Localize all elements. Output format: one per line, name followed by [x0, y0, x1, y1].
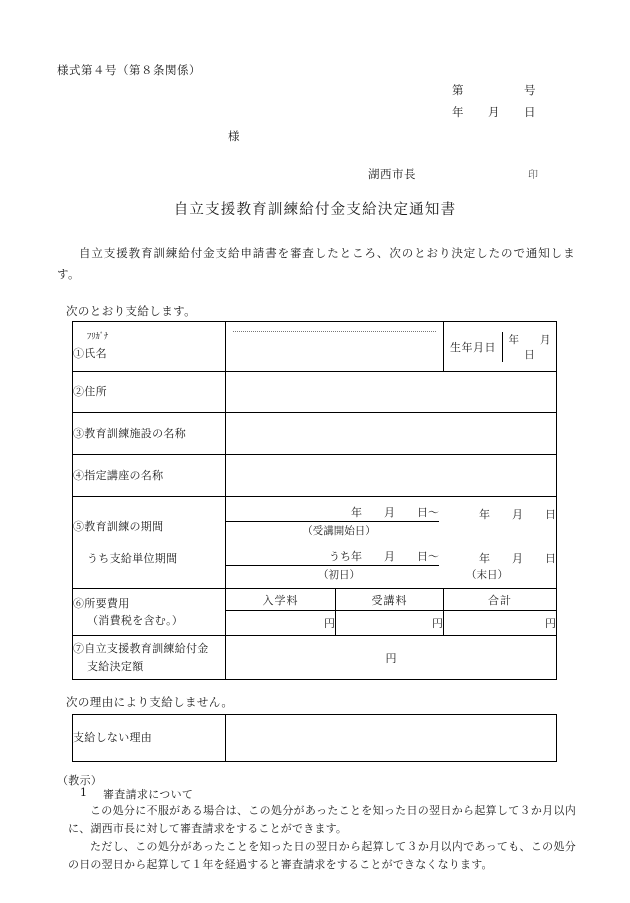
- course-label: ④指定講座の名称: [73, 455, 226, 497]
- course-value[interactable]: [226, 455, 557, 497]
- table-row-address: [73, 372, 557, 413]
- cost-col-admission-header: 入学料: [226, 589, 336, 611]
- decided-amount-sub-label: 支給決定額: [87, 659, 144, 673]
- reason-label: 支給しない理由: [73, 715, 226, 762]
- unit-start-note: （初日）: [318, 569, 360, 581]
- table-row-period: [73, 497, 557, 589]
- name-label-cell: [73, 322, 226, 372]
- furigana-label: ﾌﾘｶﾞﾅ: [87, 332, 109, 343]
- training-start-note: （受講開始日）: [302, 525, 376, 537]
- form-number: 様式第４号（第８条関係）: [57, 63, 201, 77]
- document-date-field: 年 月 日: [452, 105, 536, 119]
- document-number-field: 第 号: [452, 83, 536, 97]
- instructions-paragraph-1: この処分に不服がある場合は、この処分があったことを知った日の翌日から起算して３か月以内に、湖西市長に対して審査請求をすることができます。: [68, 804, 576, 835]
- furigana-dotted-rule: [233, 331, 436, 332]
- unit-end-note: （末日）: [466, 569, 508, 581]
- instructions-heading: （教示）: [57, 774, 103, 787]
- cost-admission-value[interactable]: 円: [226, 611, 336, 636]
- birthdate-label: 生年月日: [450, 340, 496, 354]
- table-row-course: [73, 455, 557, 497]
- cost-label: ⑥所要費用: [73, 596, 130, 610]
- table-row-reason: [73, 715, 557, 762]
- training-end-date[interactable]: 年 月 日: [479, 508, 556, 521]
- payment-lead-text: 次のとおり支給します。: [66, 304, 196, 318]
- addressee-honorific: 様: [228, 129, 240, 143]
- address-label: ②住所: [73, 372, 226, 413]
- period-value-cell[interactable]: [226, 497, 557, 589]
- instructions-item-number: 1: [80, 786, 88, 799]
- page-title: 自立支援教育訓練給付金支給決定通知書: [173, 202, 457, 218]
- table-row-name: [73, 322, 557, 372]
- name-label: ①氏名: [73, 346, 107, 360]
- reason-value[interactable]: [226, 715, 557, 762]
- decided-amount-label: ⑦自立支援教育訓練給付金: [73, 642, 209, 656]
- instructions-paragraph-2: ただし、この処分があったことを知った日の翌日から起算して３か月以内であっても、この処分の日の翌日から起算して１年を経過すると審査請求をすることができなくなります。: [68, 840, 576, 871]
- cost-total-value[interactable]: 円: [444, 611, 557, 636]
- period-sub-label: うち支給単位期間: [87, 551, 178, 565]
- table-row-facility: [73, 413, 557, 455]
- name-input-cell[interactable]: [226, 322, 444, 372]
- address-value[interactable]: [226, 372, 557, 413]
- decided-amount-label-cell: [73, 636, 226, 680]
- facility-label: ③教育訓練施設の名称: [73, 413, 226, 455]
- decided-amount-value[interactable]: 円: [226, 636, 557, 680]
- instructions-item-title: 審査請求について: [103, 788, 194, 801]
- table-row-cost-header: [73, 589, 557, 611]
- cost-col-total-header: 合計: [444, 589, 557, 611]
- birthdate-value[interactable]: 年 月 日: [503, 332, 557, 362]
- cost-label-cell: [73, 589, 226, 636]
- unit-period-row: [226, 548, 556, 582]
- training-period-row: [226, 504, 556, 538]
- birthdate-group-cell: [444, 322, 572, 372]
- issuer-name: 湖西市長: [368, 167, 416, 181]
- training-start-date[interactable]: 年 月 日～: [226, 504, 439, 522]
- unit-end-date[interactable]: 年 月 日: [479, 552, 556, 565]
- cost-tuition-value[interactable]: 円: [336, 611, 444, 636]
- payment-details-table: [72, 321, 572, 680]
- period-label-cell: [73, 497, 226, 589]
- intro-paragraph: 自立支援教育訓練給付金支給申請書を審査したところ、次のとおり決定したので通知します。: [57, 246, 575, 282]
- seal-mark: 印: [528, 170, 538, 181]
- facility-value[interactable]: [226, 413, 557, 455]
- table-row-decided-amount: [73, 636, 557, 680]
- unit-start-date[interactable]: 年 月 日～: [351, 550, 439, 563]
- period-label: ⑤教育訓練の期間: [73, 520, 164, 534]
- unit-period-prefix: うち: [329, 550, 351, 563]
- cost-col-tuition-header: 受講料: [336, 589, 444, 611]
- non-payment-lead-text: 次の理由により支給しません。: [66, 695, 234, 709]
- cost-sub-label: （消費税を含む。）: [87, 614, 184, 627]
- non-payment-reason-table: [72, 714, 557, 762]
